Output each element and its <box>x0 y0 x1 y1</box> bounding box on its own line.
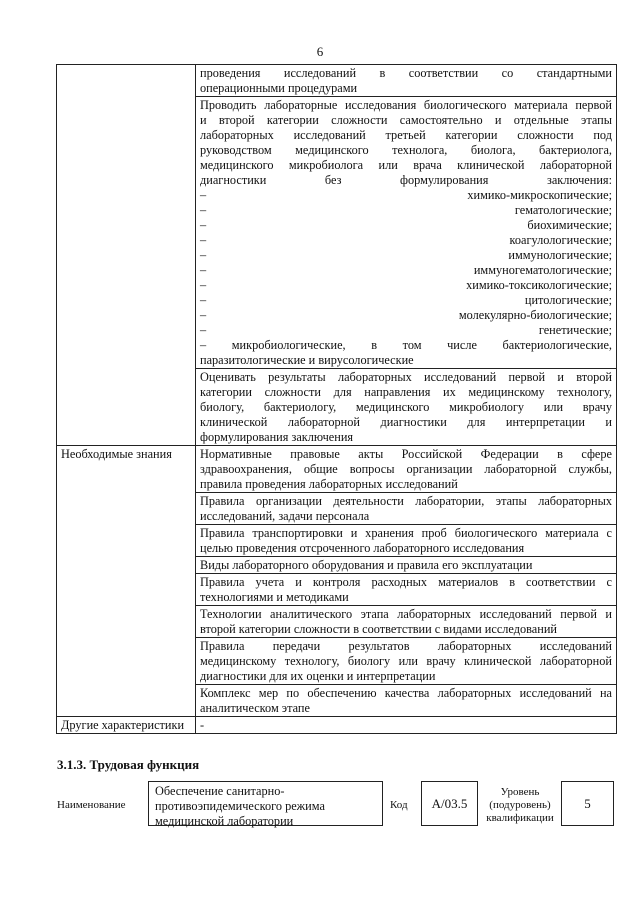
table-cell <box>196 685 617 717</box>
cell-line: – коагулологические; <box>200 233 612 247</box>
table-cell <box>196 65 617 97</box>
cell-line: диагностики для их оценки и интерпретации <box>200 669 436 683</box>
cell-line: формулирования заключения <box>200 430 354 444</box>
cell-line: лабораторных исследований третьей категории сложности под <box>200 128 612 142</box>
row-label <box>57 65 196 446</box>
cell-line: исследований, задачи персонала <box>200 509 370 523</box>
cell-line: Правила передачи результатов лабораторных исследований <box>200 639 612 653</box>
cell-line: – химико-токсикологические; <box>200 278 612 292</box>
cell-line: – химико-микроскопические; <box>200 188 612 202</box>
cell-line: правила проведения лабораторных исследований <box>200 477 458 491</box>
cell-line: Нормативные правовые акты Российской Федерации в сфере <box>200 447 612 461</box>
name-field: Обеспечение санитарно-противоэпидемического режима медицинской лаборатории <box>148 781 383 826</box>
cell-line: Комплекс мер по обеспечению качества лабораторных исследований на <box>200 686 612 700</box>
cell-line: проведения исследований в соответствии со стандартными <box>200 66 612 80</box>
cell-line: руководством медицинского технолога, биолога, бактериолога, <box>200 143 612 157</box>
cell-line: второй категории сложности в соответствии с видами исследований <box>200 622 557 636</box>
table-row <box>57 65 617 97</box>
table-cell <box>196 525 617 557</box>
table-cell <box>196 446 617 493</box>
row-label: Необходимые знания <box>57 446 196 717</box>
cell-line: – иммунологические; <box>200 248 612 262</box>
cell-line: Виды лабораторного оборудования и правила его эксплуатации <box>200 558 533 572</box>
cell-line: – биохимические; <box>200 218 612 232</box>
cell-line: – микробиологические, в том числе бактериологические, <box>200 338 612 352</box>
table-cell <box>196 606 617 638</box>
cell-line: здравоохранения, общие вопросы организации лабораторной службы, <box>200 462 612 476</box>
table-row <box>57 717 617 734</box>
table-cell <box>196 493 617 525</box>
cell-line: медицинского микробиолога или врача клинической лабораторной <box>200 158 612 172</box>
cell-line: – цитологические; <box>200 293 612 307</box>
cell-line: – гематологические; <box>200 203 612 217</box>
page-number: 6 <box>316 44 324 59</box>
cell-line: операционными процедурами <box>200 81 358 95</box>
cell-line: – генетические; <box>200 323 612 337</box>
code-field: А/03.5 <box>421 781 478 826</box>
level-field: 5 <box>561 781 614 826</box>
cell-line: Проводить лабораторные исследования биологического материала первой <box>200 98 612 112</box>
competency-table <box>56 64 617 734</box>
table-cell <box>196 97 617 369</box>
table-cell <box>196 557 617 574</box>
row-label: Другие характеристики <box>57 717 196 734</box>
name-label: Наименование <box>57 799 126 811</box>
cell-line: Оценивать результаты лабораторных исследований первой и второй <box>200 370 612 384</box>
cell-line: паразитологические и вирусологические <box>200 353 414 367</box>
table-cell <box>196 638 617 685</box>
cell-line: целью проведения отсроченного лабораторного исследования <box>200 541 525 555</box>
table-cell <box>196 369 617 446</box>
table-cell <box>196 574 617 606</box>
cell-line: – иммуногематологические; <box>200 263 612 277</box>
cell-line: и второй категории сложности самостоятельно и отдельные этапы <box>200 113 612 127</box>
code-label: Код <box>390 799 408 811</box>
cell-line: - <box>200 718 205 732</box>
cell-line: клинической лабораторной диагностики для интерпретации и <box>200 415 612 429</box>
cell-line: Правила транспортировки и хранения проб биологического материала с <box>200 526 612 540</box>
cell-line: Правила учета и контроля расходных материалов в соответствии с <box>200 575 612 589</box>
cell-line: аналитическом этапе <box>200 701 310 715</box>
cell-line: Правила организации деятельности лаборатории, этапы лабораторных <box>200 494 612 508</box>
section-heading: 3.1.3. Трудовая функция <box>57 757 200 772</box>
level-label: Уровень (подуровень) квалификации <box>486 786 554 824</box>
cell-line: биологу, бактериологу, медицинского микробиологу или врачу <box>200 400 612 414</box>
table-cell <box>196 717 617 734</box>
cell-line: – молекулярно-биологические; <box>200 308 612 322</box>
cell-line: технологиями и методиками <box>200 590 349 604</box>
cell-line: медицинскому технологу, биологу или врачу клинической лабораторной <box>200 654 612 668</box>
cell-line: диагностики без формулирования заключения: <box>200 173 612 187</box>
cell-line: категории сложности для направления их медицинскому технологу, <box>200 385 612 399</box>
table-row <box>57 446 617 493</box>
cell-line: Технологии аналитического этапа лабораторных исследований первой и <box>200 607 612 621</box>
